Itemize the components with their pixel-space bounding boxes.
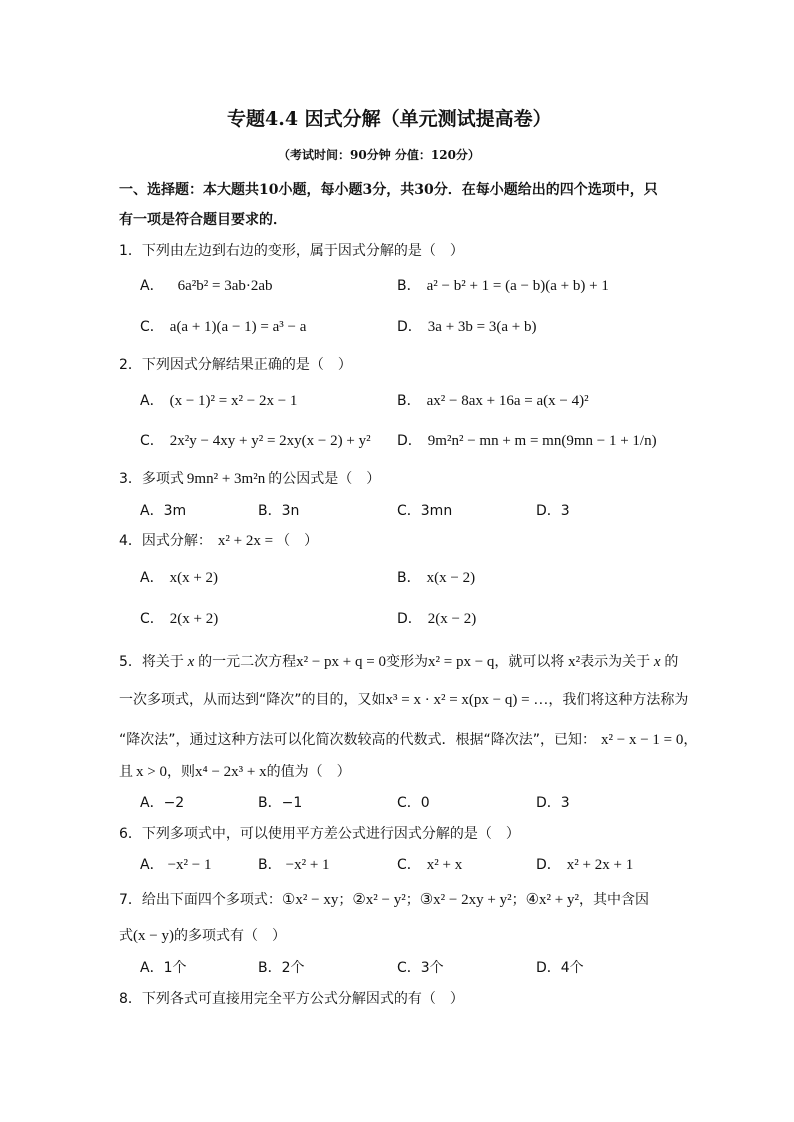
q5-text: 一次多项式，从而达到“降次”的目的，又如 <box>119 692 386 708</box>
q2-option-b[interactable]: B． ax² − 8ax + 16a = a(x − 4)² <box>397 393 589 409</box>
q5-text: ， <box>683 732 698 748</box>
q5-text: “降次法”，通过这种方法可以化简次数较高的代数式．根据“降次法”，已知： <box>119 732 597 748</box>
q5-text: 5．将关于 <box>119 654 184 670</box>
q5-option-d[interactable]: D．3 <box>536 795 570 811</box>
q4-option-a[interactable]: A． x(x + 2) <box>140 570 219 586</box>
q6-option-c[interactable]: C． x² + x <box>397 857 463 873</box>
q1-option-a[interactable]: A． 6a²b² = 3ab·2ab <box>140 278 273 294</box>
q4-option-c-expr: 2(x + 2) <box>169 611 219 627</box>
q2-option-b-expr: ax² − 8ax + 16a = a(x − 4)² <box>426 393 589 409</box>
question-2-stem: 2．下列因式分解结果正确的是（ ） <box>119 357 352 373</box>
q5-condition: x > 0 <box>136 764 167 780</box>
q7-text: 的多项式有（ ） <box>173 928 286 944</box>
question-5-line-2 <box>119 689 688 709</box>
q6-option-d[interactable]: D． x² + 2x + 1 <box>536 857 634 873</box>
q5-option-b[interactable]: B．−1 <box>258 795 303 811</box>
question-4-stem <box>119 530 318 550</box>
q7-text: 式 <box>119 928 133 944</box>
q2-option-a[interactable]: A． (x − 1)² = x² − 2x − 1 <box>140 393 298 409</box>
question-7-line-1: 7．给出下面四个多项式：①x² − xy；②x² − y²；③x² − 2xy + y²；④x² + y²，其中含因 <box>119 892 650 908</box>
q7-poly-2: ②x² − y² <box>352 892 406 908</box>
page-title: 专题4.4 因式分解（单元测试提高卷） <box>227 108 552 130</box>
q6-option-b-expr: −x² + 1 <box>285 857 330 873</box>
q4-stem-a: 4．因式分解： <box>119 533 212 549</box>
q7-poly-1: ①x² − xy <box>281 892 339 908</box>
q5-equation-4: x² − x − 1 = 0 <box>601 732 684 748</box>
q5-text: 的值为（ ） <box>266 764 351 780</box>
q1-option-c-expr: a(a + 1)(a − 1) = a³ − a <box>169 319 307 335</box>
q7-option-a[interactable]: A．1个 <box>140 960 187 976</box>
q5-text: 变形为 <box>385 654 428 670</box>
q4-option-a-expr: x(x + 2) <box>169 570 219 586</box>
q5-equation-1: x² − px + q = 0 <box>296 654 386 670</box>
q4-option-d-expr: 2(x − 2) <box>427 611 477 627</box>
q5-expression: x⁴ − 2x³ + x <box>194 764 267 780</box>
q5-equation-2: x² = px − q <box>427 654 495 670</box>
q3-expression: 9mn² + 3m²n <box>186 471 266 487</box>
q6-option-a-expr: −x² − 1 <box>167 857 212 873</box>
q1-option-c[interactable]: C． a(a + 1)(a − 1) = a³ − a <box>140 319 307 335</box>
q3-stem-b: 的公因式是（ ） <box>268 471 381 487</box>
q5-text: ，我们将这种方法称为 <box>548 692 689 708</box>
question-1-stem: 1．下列由左边到右边的变形，属于因式分解的是（ ） <box>119 243 464 259</box>
section-heading-cont: 有一项是符合题目要求的． <box>119 212 287 228</box>
section-heading: 一、选择题：本大题共10小题，每小题3分，共30分．在每小题给出的四个选项中，只 <box>119 182 658 198</box>
q3-option-c[interactable]: C．3mn <box>397 503 453 519</box>
question-7-line-2 <box>119 925 286 945</box>
q7-text: 7．给出下面四个多项式： <box>119 892 282 908</box>
question-5-line-1 <box>119 651 678 671</box>
q7-text: ，其中含因 <box>579 892 650 908</box>
question-5-line-4 <box>119 761 351 781</box>
q7-option-b[interactable]: B．2个 <box>258 960 305 976</box>
q5-text: 且 <box>119 764 133 780</box>
q2-option-c-expr: 2x²y − 4xy + y² = 2xy(x − 2) + y² <box>169 433 371 449</box>
q6-option-a[interactable]: A． −x² − 1 <box>140 857 212 873</box>
q5-text: ，则 <box>166 764 195 780</box>
q7-poly-4: ④x² + y² <box>525 892 580 908</box>
q7-factor: (x − y) <box>133 928 174 944</box>
q7-option-d[interactable]: D．4个 <box>536 960 584 976</box>
q5-text: ，就可以将 <box>494 654 565 670</box>
q4-option-b[interactable]: B． x(x − 2) <box>397 570 476 586</box>
q1-option-d-expr: 3a + 3b = 3(a + b) <box>427 319 537 335</box>
q5-text: 的一元二次方程 <box>198 654 297 670</box>
q5-var-x2: x² <box>564 654 581 670</box>
q2-option-d[interactable]: D． 9m²n² − mn + m = mn(9mn − 1 + 1/n) <box>397 433 657 449</box>
q1-option-d[interactable]: D． 3a + 3b = 3(a + b) <box>397 319 537 335</box>
q5-text: 表示为关于 <box>580 654 651 670</box>
q2-option-c[interactable]: C． 2x²y − 4xy + y² = 2xy(x − 2) + y² <box>140 433 371 449</box>
q3-option-d[interactable]: D．3 <box>536 503 570 519</box>
q5-var-x: x <box>650 654 665 670</box>
q5-var-x: x <box>183 654 199 670</box>
q3-option-a[interactable]: A．3m <box>140 503 187 519</box>
q1-option-b[interactable]: B． a² − b² + 1 = (a − b)(a + b) + 1 <box>397 278 609 294</box>
question-3-stem <box>119 468 380 488</box>
q6-option-b[interactable]: B． −x² + 1 <box>258 857 330 873</box>
q5-equation-3: x³ = x · x² = x(px − q) = … <box>385 692 549 708</box>
q5-option-a[interactable]: A．−2 <box>140 795 185 811</box>
q5-option-c[interactable]: C．0 <box>397 795 430 811</box>
q7-option-c[interactable]: C．3个 <box>397 960 444 976</box>
q2-option-d-expr: 9m²n² − mn + m = mn(9mn − 1 + 1/n) <box>427 433 657 449</box>
question-8-stem: 8．下列各式可直接用完全平方公式分解因式的有（ ） <box>119 991 464 1007</box>
q1-option-a-expr: 6a²b² = 3ab·2ab <box>177 278 273 294</box>
q7-poly-3: ③x² − 2xy + y² <box>419 892 512 908</box>
q4-option-d[interactable]: D． 2(x − 2) <box>397 611 477 627</box>
q5-text: 的 <box>664 654 679 670</box>
q4-stem-b: （ ） <box>276 533 319 549</box>
q1-option-b-expr: a² − b² + 1 = (a − b)(a + b) + 1 <box>426 278 609 294</box>
q2-option-a-expr: (x − 1)² = x² − 2x − 1 <box>169 393 298 409</box>
q6-option-c-expr: x² + x <box>426 857 463 873</box>
q4-option-c[interactable]: C． 2(x + 2) <box>140 611 219 627</box>
q6-option-d-expr: x² + 2x + 1 <box>566 857 634 873</box>
q3-option-b[interactable]: B．3n <box>258 503 300 519</box>
exam-info: （考试时间：90分钟 分值：120分） <box>278 148 480 162</box>
question-5-line-3 <box>119 729 697 749</box>
question-6-stem: 6．下列多项式中，可以使用平方差公式进行因式分解的是（ ） <box>119 826 520 842</box>
q4-option-b-expr: x(x − 2) <box>426 570 476 586</box>
q3-stem-a: 3．多项式 <box>119 471 184 487</box>
q4-expression: x² + 2x = <box>217 533 274 549</box>
